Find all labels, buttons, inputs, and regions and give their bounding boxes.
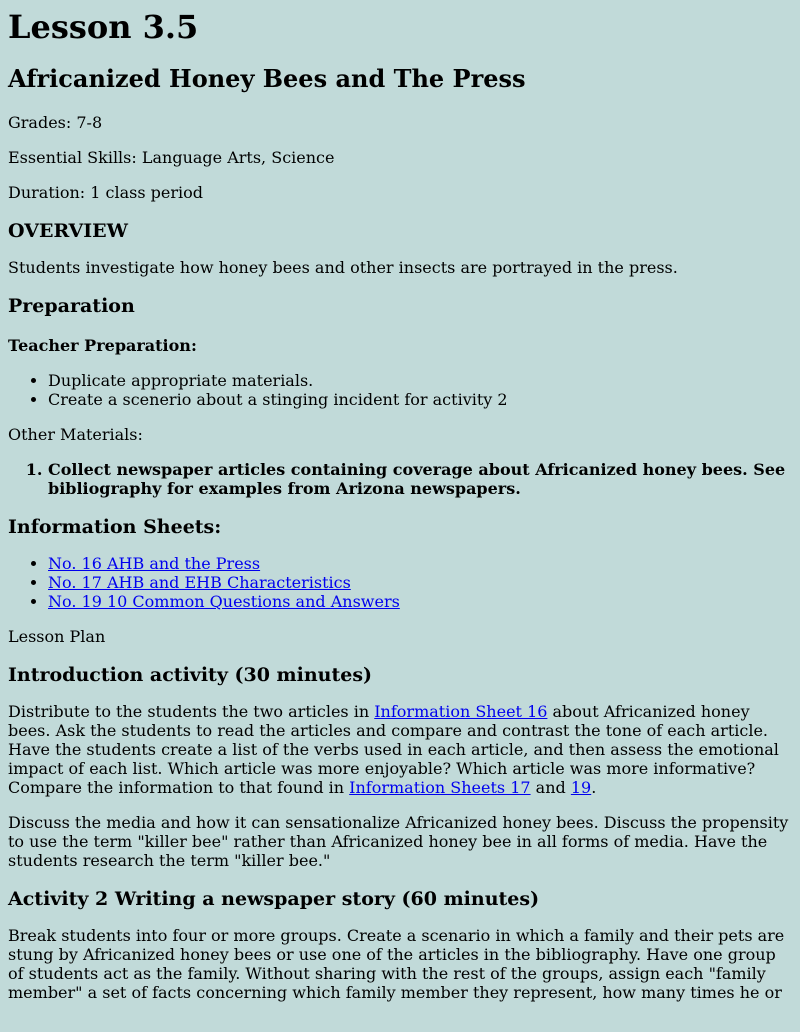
introduction-paragraph: [8, 702, 796, 797]
information-sheets-list: [8, 554, 796, 611]
preparation-heading: Preparation: [8, 295, 135, 317]
information-sheets-17-link[interactable]: Information Sheets 17: [349, 778, 531, 797]
lesson-page: [0, 8, 800, 1002]
teacher-preparation-list: [8, 371, 796, 409]
information-sheet-16-link[interactable]: Information Sheet 16: [374, 702, 548, 721]
activity-2-paragraph: Break students into four or more groups. Create a scenario in which a family and their pets are stung by Africanized honey bees or use one of the articles in the bibliography. Have one group of students act as the family. Without sharing with the rest of the groups, assign each "family member" a set of facts concerning which family member they represent, how many times he or: [8, 926, 785, 1002]
information-sheet-19-link[interactable]: 19: [570, 778, 592, 797]
list-item: [48, 592, 796, 611]
info-sheet-19-link[interactable]: No. 19 10 Common Questions and Answers: [48, 592, 400, 611]
text-run: about Africanized honey bees. Ask the students to read the articles and compare and contrast the tone of each article. Have the students create a list of the verbs used in each article, and then assess the emotional impact of each list. Which article was more enjoyable? Which article was more informative? Compare the information to that found in: [8, 702, 779, 797]
info-sheet-16-link[interactable]: No. 16 AHB and the Press: [48, 554, 261, 573]
activity-2-heading: Activity 2 Writing a newspaper story (60 minutes): [8, 888, 540, 910]
grades: Grades: 7-8: [8, 113, 103, 132]
lesson-title: Africanized Honey Bees and The Press: [8, 64, 526, 93]
essential-skills: Essential Skills: Language Arts, Science: [8, 148, 335, 167]
overview-heading: OVERVIEW: [8, 220, 129, 242]
overview-text: Students investigate how honey bees and other insects are portrayed in the press.: [8, 258, 678, 277]
list-item: • Create a scenerio about a stinging incident for activity 2: [48, 390, 796, 409]
media-discussion-paragraph: Discuss the media and how it can sensationalize Africanized honey bees. Discuss the propensity to use the term "killer bee" rather than Africanized honey bee in all forms of media. Have the students research the term "killer bee.": [8, 813, 789, 870]
text-run: and: [530, 778, 571, 797]
list-item: [48, 573, 796, 592]
other-materials-list: [8, 460, 796, 498]
info-sheet-17-link[interactable]: No. 17 AHB and EHB Characteristics: [48, 573, 351, 592]
text-run: .: [591, 778, 597, 797]
duration: Duration: 1 class period: [8, 183, 204, 202]
list-item: 1. Collect newspaper articles containing coverage about Africanized honey bees. See bibliography for examples from Arizona newspapers.: [48, 460, 796, 498]
lesson-plan-label: Lesson Plan: [8, 627, 106, 646]
introduction-heading: Introduction activity (30 minutes): [8, 664, 373, 686]
teacher-preparation-heading: Teacher Preparation:: [8, 336, 197, 355]
information-sheets-heading: Information Sheets:: [8, 516, 222, 538]
list-item: [48, 554, 796, 573]
list-item: • Duplicate appropriate materials.: [48, 371, 796, 390]
text-run: Distribute to the students the two articles in: [8, 702, 375, 721]
lesson-number: Lesson 3.5: [8, 8, 199, 46]
other-materials-label: Other Materials:: [8, 425, 143, 444]
